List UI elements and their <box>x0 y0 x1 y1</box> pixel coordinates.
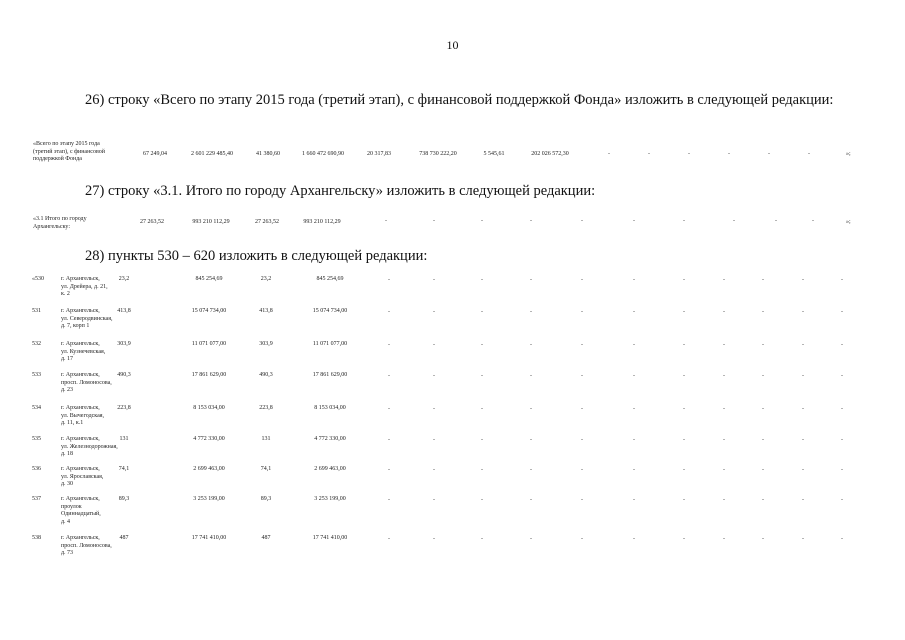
row-dash: - <box>802 437 804 443</box>
row-dash: - <box>723 467 725 473</box>
row-dash: - <box>762 309 764 315</box>
row-dash: - <box>841 373 843 379</box>
row-dash: - <box>581 373 583 379</box>
row-cost: 17 861 629,00 <box>191 372 227 378</box>
row-dash: - <box>841 342 843 348</box>
row-address: г. Архангельск, просп. Ломоносова, д. 73 <box>61 535 112 556</box>
row-address: г. Архангельск, проулок Одиннадцатый, д. 4 <box>61 496 101 525</box>
row-dash: - <box>530 342 532 348</box>
row-dash: - <box>841 277 843 283</box>
row-dash: - <box>481 497 483 503</box>
row-dash: - <box>723 309 725 315</box>
row-dash: - <box>581 467 583 473</box>
row-address: г. Архангельск, ул. Вычегодская, д. 11, к.1 <box>61 405 105 426</box>
row-dash: - <box>530 309 532 315</box>
row-cost-2: 4 772 330,00 <box>314 436 346 442</box>
row-number: «530 <box>32 276 44 282</box>
city-row-dash: - <box>530 218 532 224</box>
row-dash: - <box>802 309 804 315</box>
row-dash: - <box>633 406 635 412</box>
row-dash: - <box>802 536 804 542</box>
row-dash: - <box>841 497 843 503</box>
total-row-value: 20 317,83 <box>367 151 391 157</box>
row-area: 223,8 <box>117 405 131 411</box>
city-row-dash: - <box>812 218 814 224</box>
row-number: 534 <box>32 405 41 411</box>
row-dash: - <box>633 342 635 348</box>
row-dash: - <box>723 437 725 443</box>
row-dash: - <box>433 309 435 315</box>
row-dash: - <box>388 277 390 283</box>
row-dash: - <box>433 373 435 379</box>
total-row-label: «Всего по этапу 2015 года (третий этап), с финансовой поддержкой Фонда <box>33 141 105 162</box>
row-dash: - <box>581 497 583 503</box>
total-row-value: 202 026 572,30 <box>531 151 569 157</box>
row-dash: - <box>802 277 804 283</box>
city-row-end: »; <box>846 219 851 225</box>
row-dash: - <box>723 277 725 283</box>
row-dash: - <box>762 536 764 542</box>
row-dash: - <box>683 536 685 542</box>
row-dash: - <box>683 373 685 379</box>
city-row-dash: - <box>385 218 387 224</box>
row-dash: - <box>388 497 390 503</box>
row-cost-2: 2 699 463,00 <box>314 466 346 472</box>
row-dash: - <box>481 437 483 443</box>
city-row-dash: - <box>481 218 483 224</box>
row-number: 535 <box>32 436 41 442</box>
row-address: г. Архангельск, ул. Железнодорожная, д. 18 <box>61 436 118 457</box>
row-area: 490,3 <box>117 372 131 378</box>
row-area: 89,3 <box>118 496 130 502</box>
row-dash: - <box>433 497 435 503</box>
row-dash: - <box>762 467 764 473</box>
total-row-value: 2 601 229 485,40 <box>191 151 233 157</box>
row-dash: - <box>388 309 390 315</box>
city-row-dash: - <box>581 218 583 224</box>
row-dash: - <box>762 277 764 283</box>
row-dash: - <box>762 342 764 348</box>
row-dash: - <box>530 467 532 473</box>
city-row-value: 27 263,52 <box>140 219 164 225</box>
row-area-2: 23,2 <box>260 276 272 282</box>
row-dash: - <box>388 536 390 542</box>
row-dash: - <box>683 342 685 348</box>
row-address: г. Архангельск, ул. Кузнечевская, д. 17 <box>61 341 106 362</box>
row-dash: - <box>841 437 843 443</box>
row-number: 536 <box>32 466 41 472</box>
row-number: 531 <box>32 308 41 314</box>
row-cost-2: 3 253 199,00 <box>314 496 346 502</box>
row-dash: - <box>802 497 804 503</box>
row-dash: - <box>530 406 532 412</box>
row-dash: - <box>433 342 435 348</box>
row-dash: - <box>581 309 583 315</box>
city-row-dash: - <box>733 218 735 224</box>
row-dash: - <box>388 467 390 473</box>
total-row-value: 738 730 222,20 <box>419 151 457 157</box>
total-row-dash: - <box>648 151 650 157</box>
row-address: г. Архангельск, просп. Ломоносова, д. 23 <box>61 372 112 393</box>
row-dash: - <box>802 342 804 348</box>
row-number: 537 <box>32 496 41 502</box>
row-cost-2: 845 254,69 <box>316 276 344 282</box>
row-dash: - <box>433 536 435 542</box>
row-dash: - <box>633 437 635 443</box>
row-cost: 15 074 734,00 <box>191 308 227 314</box>
total-row-value: 1 660 472 690,90 <box>302 151 344 157</box>
row-dash: - <box>581 406 583 412</box>
total-row-dash: - <box>808 151 810 157</box>
row-dash: - <box>530 277 532 283</box>
row-dash: - <box>683 437 685 443</box>
city-row-label: «3.1 Итого по городу Архангельску: <box>33 216 87 230</box>
row-cost: 2 699 463,00 <box>193 466 225 472</box>
row-area: 131 <box>119 436 129 442</box>
row-cost: 845 254,69 <box>195 276 223 282</box>
city-row-dash: - <box>633 218 635 224</box>
row-cost: 3 253 199,00 <box>193 496 225 502</box>
row-dash: - <box>683 406 685 412</box>
city-row-dash: - <box>433 218 435 224</box>
row-dash: - <box>481 342 483 348</box>
row-dash: - <box>683 277 685 283</box>
row-number: 533 <box>32 372 41 378</box>
row-dash: - <box>633 497 635 503</box>
row-area: 303,9 <box>117 341 131 347</box>
row-cost: 17 741 410,00 <box>191 535 227 541</box>
row-dash: - <box>802 406 804 412</box>
row-area-2: 131 <box>261 436 271 442</box>
row-area: 413,8 <box>117 308 131 314</box>
total-row-value: 41 380,60 <box>256 151 280 157</box>
row-address: г. Архангельск, ул. Дрейера, д. 21, к. 2 <box>61 276 108 297</box>
row-dash: - <box>683 497 685 503</box>
row-dash: - <box>723 497 725 503</box>
row-dash: - <box>388 406 390 412</box>
row-dash: - <box>633 536 635 542</box>
row-address: г. Архангельск, ул. Ярославская, д. 30 <box>61 466 104 487</box>
row-dash: - <box>530 536 532 542</box>
row-dash: - <box>723 373 725 379</box>
row-cost-2: 17 861 629,00 <box>312 372 348 378</box>
city-row-dash: - <box>775 218 777 224</box>
paragraph-27: 27) строку «3.1. Итого по городу Архангельску» изложить в следующей редакции: <box>85 183 596 199</box>
row-area-2: 413,8 <box>259 308 273 314</box>
row-number: 538 <box>32 535 41 541</box>
row-dash: - <box>581 437 583 443</box>
total-row-value: 5 545,61 <box>483 151 505 157</box>
row-dash: - <box>762 406 764 412</box>
row-dash: - <box>581 342 583 348</box>
row-cost-2: 8 153 034,00 <box>314 405 346 411</box>
row-dash: - <box>633 309 635 315</box>
row-area: 74,1 <box>118 466 130 472</box>
row-dash: - <box>762 497 764 503</box>
row-cost-2: 17 741 410,00 <box>312 535 348 541</box>
row-area: 23,2 <box>118 276 130 282</box>
row-dash: - <box>633 277 635 283</box>
row-dash: - <box>388 437 390 443</box>
row-dash: - <box>530 497 532 503</box>
row-dash: - <box>530 437 532 443</box>
row-dash: - <box>683 467 685 473</box>
row-dash: - <box>481 373 483 379</box>
paragraph-26: 26) строку «Всего по этапу 2015 года (третий этап), с финансовой поддержкой Фонда» изложить в следующей редакции: <box>85 92 834 108</box>
row-dash: - <box>388 373 390 379</box>
row-cost-2: 15 074 734,00 <box>312 308 348 314</box>
paragraph-28: 28) пункты 530 – 620 изложить в следующей редакции: <box>85 248 428 264</box>
row-dash: - <box>802 467 804 473</box>
row-cost-2: 11 071 077,00 <box>312 341 348 347</box>
row-dash: - <box>723 406 725 412</box>
row-dash: - <box>481 406 483 412</box>
row-area-2: 490,3 <box>259 372 273 378</box>
row-dash: - <box>581 277 583 283</box>
row-dash: - <box>841 467 843 473</box>
row-dash: - <box>841 406 843 412</box>
row-dash: - <box>433 277 435 283</box>
total-row-dash: - <box>688 151 690 157</box>
row-dash: - <box>481 536 483 542</box>
row-area-2: 487 <box>261 535 271 541</box>
row-area-2: 303,9 <box>259 341 273 347</box>
row-area-2: 223,8 <box>259 405 273 411</box>
total-row-value: 67 249,04 <box>143 151 167 157</box>
row-dash: - <box>481 277 483 283</box>
row-number: 532 <box>32 341 41 347</box>
row-dash: - <box>762 437 764 443</box>
city-row-value: 993 210 112,29 <box>303 219 341 225</box>
row-dash: - <box>481 309 483 315</box>
row-area-2: 74,1 <box>260 466 272 472</box>
row-dash: - <box>723 536 725 542</box>
total-row-end: »; <box>846 151 851 157</box>
row-dash: - <box>530 373 532 379</box>
row-dash: - <box>388 342 390 348</box>
row-dash: - <box>633 467 635 473</box>
row-dash: - <box>581 536 583 542</box>
row-dash: - <box>841 309 843 315</box>
row-area-2: 89,3 <box>260 496 272 502</box>
row-cost: 11 071 077,00 <box>191 341 227 347</box>
row-area: 487 <box>119 535 129 541</box>
row-dash: - <box>433 467 435 473</box>
row-dash: - <box>633 373 635 379</box>
total-row-dash: - <box>728 151 730 157</box>
row-cost: 8 153 034,00 <box>193 405 225 411</box>
row-address: г. Архангельск, ул. Северодвинская, д. 7, корп 1 <box>61 308 113 329</box>
row-dash: - <box>433 437 435 443</box>
city-row-dash: - <box>683 218 685 224</box>
total-row-dash: - <box>608 151 610 157</box>
row-cost: 4 772 330,00 <box>193 436 225 442</box>
row-dash: - <box>802 373 804 379</box>
total-row-dash: - <box>768 151 770 157</box>
page-number: 10 <box>446 38 459 52</box>
row-dash: - <box>841 536 843 542</box>
row-dash: - <box>481 467 483 473</box>
row-dash: - <box>723 342 725 348</box>
row-dash: - <box>683 309 685 315</box>
row-dash: - <box>433 406 435 412</box>
row-dash: - <box>762 373 764 379</box>
city-row-value: 27 263,52 <box>255 219 279 225</box>
city-row-value: 993 210 112,29 <box>192 219 230 225</box>
